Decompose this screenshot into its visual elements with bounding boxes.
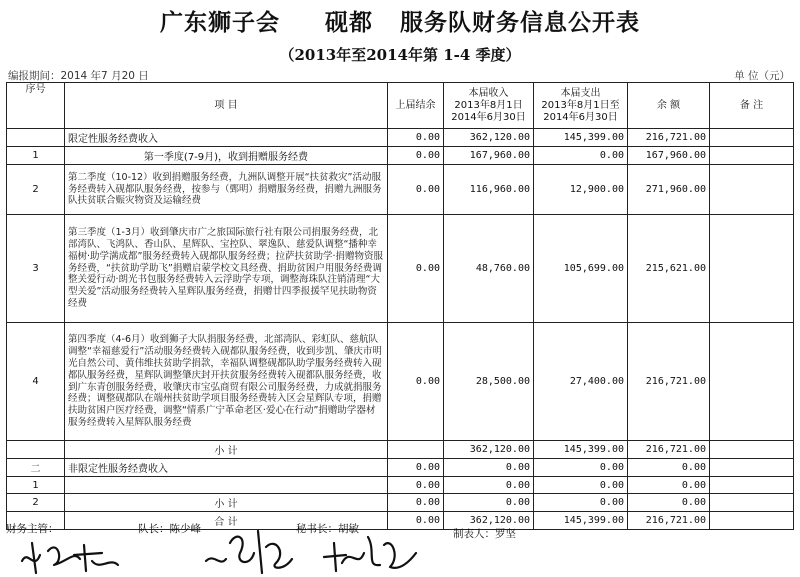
row-remark bbox=[710, 147, 794, 165]
row-item: 第一季度(7-9月)，收到捐赠服务经费 bbox=[65, 147, 388, 165]
row-prev: 0.00 bbox=[388, 215, 444, 323]
finance-table bbox=[6, 82, 794, 530]
row-prev: 0.00 bbox=[388, 459, 444, 477]
row-seq: 二 bbox=[7, 459, 65, 477]
row-balance: 167,960.00 bbox=[628, 147, 710, 165]
col-header-item: 项 目 bbox=[65, 83, 388, 129]
row-income: 0.00 bbox=[444, 477, 534, 494]
col-header-expense: 本届支出 2013年8月1日至 2014年6月30日 bbox=[534, 83, 628, 129]
row-remark bbox=[710, 215, 794, 323]
compile-date: 编报期间：2014 年7 月20 日 bbox=[8, 70, 149, 82]
row-item: 第四季度（4-6月）收到狮子大队捐服务经费，北部湾队、彩虹队、慈航队调整“幸福慈爱行”活动服务经费转入砚都队服务经费，收到步凯、肇庆市明光自然公司、黄伟维扶贫助学捐款，幸福队调整砚都队助学服务经费转入砚都队服务经费，星辉队调整肇庆封开扶贫服务经费转入砚都队服务经费，收到广东青创服务经费，收肇庆市宝弘商贸有限公司服务经费，力成就捐服务经费；调整砚都队在端州扶贫助学项目服务经费转入区会星辉队专项，捐赠扶助贫困户医疗经费，调整“情系广宁革命老区·爱心在行动”捐赠助学器材服务经费转入星辉队服务经费 bbox=[65, 323, 388, 441]
row-seq: 1 bbox=[7, 477, 65, 494]
table-row bbox=[7, 459, 794, 477]
preparer-label: 制表人：罗坚 bbox=[453, 528, 516, 540]
row-income: 28,500.00 bbox=[444, 323, 534, 441]
row-prev: 0.00 bbox=[388, 323, 444, 441]
row-item bbox=[65, 477, 388, 494]
currency-unit: 单 位（元） bbox=[734, 70, 790, 82]
total-balance: 216,721.00 bbox=[628, 512, 710, 530]
row-balance: 215,621.00 bbox=[628, 215, 710, 323]
total-prev: 0.00 bbox=[388, 512, 444, 530]
subtotal-prev bbox=[388, 441, 444, 459]
page-title: 广东狮子会 砚都 服务队财务信息公开表 bbox=[159, 9, 641, 36]
row-remark bbox=[710, 165, 794, 215]
row-prev: 0.00 bbox=[388, 477, 444, 494]
row-balance: 216,721.00 bbox=[628, 323, 710, 441]
captain-signature bbox=[196, 523, 306, 577]
table-row bbox=[7, 477, 794, 494]
subtotal-expense: 0.00 bbox=[534, 494, 628, 512]
row-expense: 27,400.00 bbox=[534, 323, 628, 441]
subtotal-expense: 145,399.00 bbox=[534, 441, 628, 459]
signature-footer bbox=[0, 521, 800, 577]
table-row bbox=[7, 129, 794, 147]
row-expense: 0.00 bbox=[534, 477, 628, 494]
row-expense: 145,399.00 bbox=[534, 129, 628, 147]
row-expense: 105,699.00 bbox=[534, 215, 628, 323]
col-header-remark: 备 注 bbox=[710, 83, 794, 129]
row-item: 第三季度（1-3月）收到肇庆市广之旅国际旅行社有限公司捐服务经费，北部湾队、飞鸿队、香山队、星辉队、宝控队、翠逸队、慈爱队调整“播种幸福树·助学满成都”服务经费转入砚都队服务经费；拉萨扶贫助学·捐赠物资服务经费，“扶贫助学助飞”捐赠启蒙学校文具经费、捐助贫困户用服务经费调整关爱行动·朗光书包服务经费转入云浮助学专项，调整海珠队注销清理“大型关爱”活动服务经费转入星辉队服务经费，捐赠廿四季报援罕见扶助物资经费 bbox=[65, 215, 388, 323]
col-header-balance: 余 额 bbox=[628, 83, 710, 129]
row-remark bbox=[710, 129, 794, 147]
captain-label: 队长：陈少峰 bbox=[138, 523, 201, 535]
total-label: 合 计 bbox=[65, 512, 388, 530]
subtotal-label: 小 计 bbox=[65, 494, 388, 512]
row-item: 第二季度（10-12）收到捐赠服务经费，九洲队调整开展“扶贫救灾”活动服务经费转入砚都队服务经费，按参与（鄄明）捐赠服务经费，捐赠九洲服务队扶贫联合赈灾物资及运输经费 bbox=[65, 165, 388, 215]
row-prev: 0.00 bbox=[388, 129, 444, 147]
page-subtitle: （2013年至2014年第 1-4 季度） bbox=[279, 46, 521, 64]
col-header-prev-balance: 上届结余 bbox=[388, 83, 444, 129]
subtotal-balance: 0.00 bbox=[628, 494, 710, 512]
col-header-income: 本届收入 2013年8月1日 2014年6月30日 bbox=[444, 83, 534, 129]
secretary-label: 秘书长：胡敏 bbox=[296, 523, 359, 535]
subtotal-prev: 0.00 bbox=[388, 494, 444, 512]
table-row bbox=[7, 147, 794, 165]
table-row bbox=[7, 165, 794, 215]
table-row bbox=[7, 215, 794, 323]
total-income: 362,120.00 bbox=[444, 512, 534, 530]
row-income: 116,960.00 bbox=[444, 165, 534, 215]
row-income: 48,760.00 bbox=[444, 215, 534, 323]
row-expense: 0.00 bbox=[534, 459, 628, 477]
subtotal-row bbox=[7, 441, 794, 459]
col-header-seq: 序号 bbox=[7, 83, 65, 129]
secretary-signature bbox=[316, 527, 426, 577]
row-item: 非限定性服务经费收入 bbox=[65, 459, 388, 477]
subtotal-row bbox=[7, 494, 794, 512]
row-seq: 1 bbox=[7, 147, 65, 165]
row-prev: 0.00 bbox=[388, 165, 444, 215]
total-expense: 145,399.00 bbox=[534, 512, 628, 530]
row-income: 0.00 bbox=[444, 459, 534, 477]
row-remark bbox=[710, 323, 794, 441]
row-item: 限定性服务经费收入 bbox=[65, 129, 388, 147]
subtotal-income: 0.00 bbox=[444, 494, 534, 512]
row-balance: 0.00 bbox=[628, 477, 710, 494]
row-seq: 2 bbox=[7, 494, 65, 512]
row-seq bbox=[7, 129, 65, 147]
finance-signature bbox=[14, 531, 134, 577]
row-income: 362,120.00 bbox=[444, 129, 534, 147]
finance-supervisor-label: 财务主管： bbox=[6, 523, 59, 535]
row-balance: 216,721.00 bbox=[628, 129, 710, 147]
row-seq: 2 bbox=[7, 165, 65, 215]
subtotal-label: 小 计 bbox=[65, 441, 388, 459]
row-expense: 0.00 bbox=[534, 147, 628, 165]
row-seq: 3 bbox=[7, 215, 65, 323]
row-expense: 12,900.00 bbox=[534, 165, 628, 215]
subtotal-income: 362,120.00 bbox=[444, 441, 534, 459]
table-header-row bbox=[7, 83, 794, 129]
row-balance: 271,960.00 bbox=[628, 165, 710, 215]
subtotal-balance: 216,721.00 bbox=[628, 441, 710, 459]
row-income: 167,960.00 bbox=[444, 147, 534, 165]
row-seq: 4 bbox=[7, 323, 65, 441]
table-row bbox=[7, 323, 794, 441]
row-prev: 0.00 bbox=[388, 147, 444, 165]
row-balance: 0.00 bbox=[628, 459, 710, 477]
